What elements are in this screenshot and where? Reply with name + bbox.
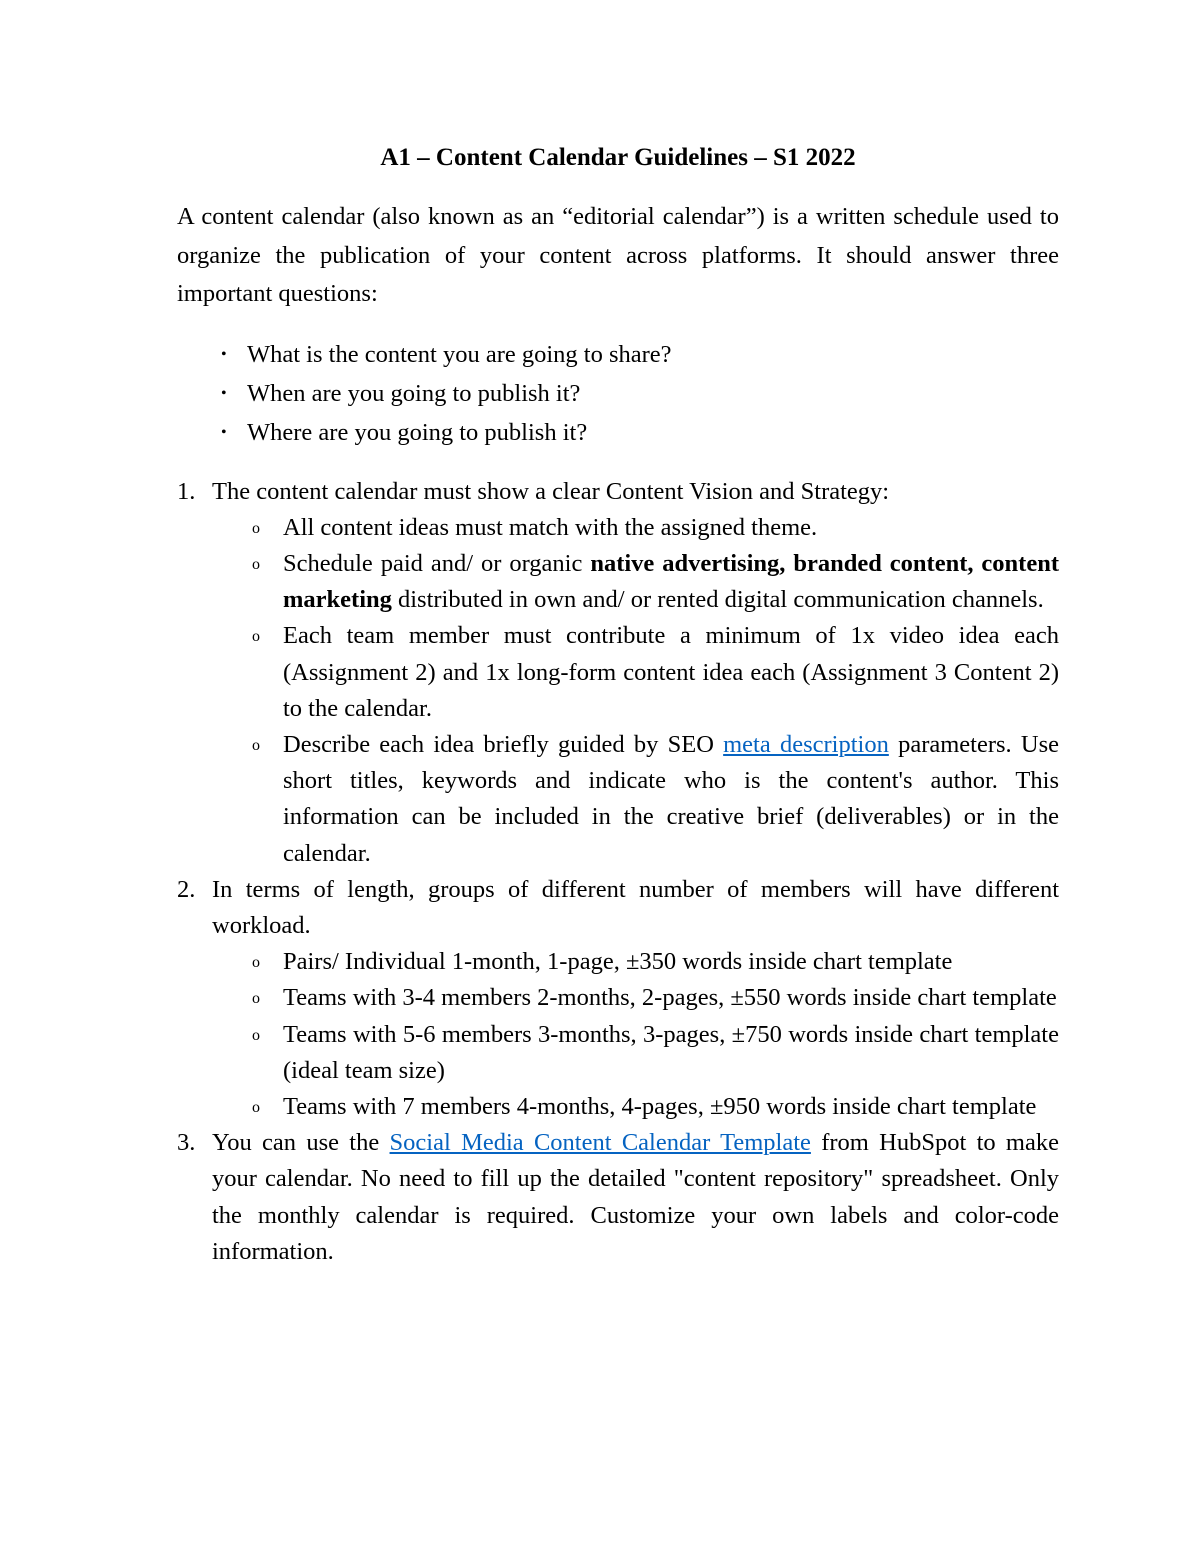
circle-bullet-icon: o	[252, 628, 260, 646]
guideline-section-1	[177, 474, 1059, 872]
list-item	[177, 413, 1059, 452]
sub-item-text: Describe each idea briefly guided by SEO	[283, 730, 724, 758]
document-title: A1 – Content Calendar Guidelines – S1 2022	[380, 144, 856, 171]
sub-item-text: Pairs/ Individual 1-month, 1-page, ±350 words inside chart template	[283, 948, 953, 976]
sub-item-text: Each team member must contribute a minimum of 1x video idea each (Assignment 2) and 1x long-form content idea each (Assignment 3 Content 2) to the calendar.	[283, 622, 1059, 722]
section-text: The content calendar must show a clear Content Vision and Strategy:	[212, 477, 890, 505]
bullet-icon: •	[221, 384, 227, 402]
list-item	[177, 335, 1059, 374]
sub-list-item	[212, 727, 1059, 872]
question-text: What is the content you are going to share?	[247, 340, 672, 368]
meta-description-link[interactable]: meta description	[723, 730, 889, 758]
sub-item-text: parameters. Use short titles, keywords and indicate who is the content's author. This information can be included in the creative brief (deliverables) or in the calendar.	[283, 730, 1059, 867]
sub-list-item	[212, 1017, 1059, 1089]
section-number: 1.	[177, 477, 196, 505]
document-page	[177, 140, 1059, 1270]
section-text: In terms of length, groups of different number of members will have different workload.	[212, 875, 1059, 939]
circle-bullet-icon: o	[252, 990, 260, 1008]
sub-list-item	[212, 1089, 1059, 1125]
question-text: Where are you going to publish it?	[247, 418, 588, 446]
intro-paragraph: A content calendar (also known as an “editorial calendar”) is a written schedule used to organize the publication of your content across platforms. It should answer three important questions:	[177, 203, 1059, 307]
circle-bullet-icon: o	[252, 1026, 260, 1044]
sub-item-text: Teams with 3-4 members 2-months, 2-pages, ±550 words inside chart template	[283, 984, 1057, 1012]
circle-bullet-icon: o	[252, 954, 260, 972]
circle-bullet-icon: o	[252, 519, 260, 537]
circle-bullet-icon: o	[252, 1098, 260, 1116]
circle-bullet-icon: o	[252, 736, 260, 754]
sub-list-item	[212, 618, 1059, 727]
sub-item-text: distributed in own and/ or rented digital communication channels.	[391, 586, 1044, 614]
sub-list-item	[212, 980, 1059, 1016]
circle-bullet-icon: o	[252, 555, 260, 573]
bold-terms: native advertising, branded content, content marketing	[283, 549, 1059, 614]
sub-list-item	[212, 944, 1059, 980]
questions-list	[177, 335, 1059, 452]
section-number: 2.	[177, 875, 196, 903]
guideline-section-2	[177, 872, 1059, 1125]
guidelines-list	[177, 474, 1059, 1270]
section-text: You can use the	[212, 1129, 390, 1157]
sub-list	[212, 510, 1059, 872]
question-text: When are you going to publish it?	[247, 379, 581, 407]
bullet-icon: •	[221, 345, 227, 363]
sub-list	[212, 944, 1059, 1125]
guideline-section-3	[177, 1125, 1059, 1270]
sub-list-item	[212, 510, 1059, 546]
sub-item-text: All content ideas must match with the assigned theme.	[283, 513, 818, 541]
sub-item-text: Teams with 7 members 4-months, 4-pages, ±950 words inside chart template	[283, 1092, 1037, 1120]
section-number: 3.	[177, 1129, 196, 1157]
sub-item-text: Teams with 5-6 members 3-months, 3-pages, ±750 words inside chart template (ideal team size)	[283, 1020, 1059, 1084]
sub-item-text: Schedule paid and/ or organic	[283, 549, 591, 577]
sub-list-item	[212, 546, 1059, 618]
list-item	[177, 374, 1059, 413]
section-text: from HubSpot to make your calendar. No need to fill up the detailed "content repository" spreadsheet. Only the monthly calendar is required. Customize your own labels and color-code information.	[212, 1129, 1059, 1265]
hubspot-template-link[interactable]: Social Media Content Calendar Template	[389, 1129, 811, 1157]
bullet-icon: •	[221, 423, 227, 441]
